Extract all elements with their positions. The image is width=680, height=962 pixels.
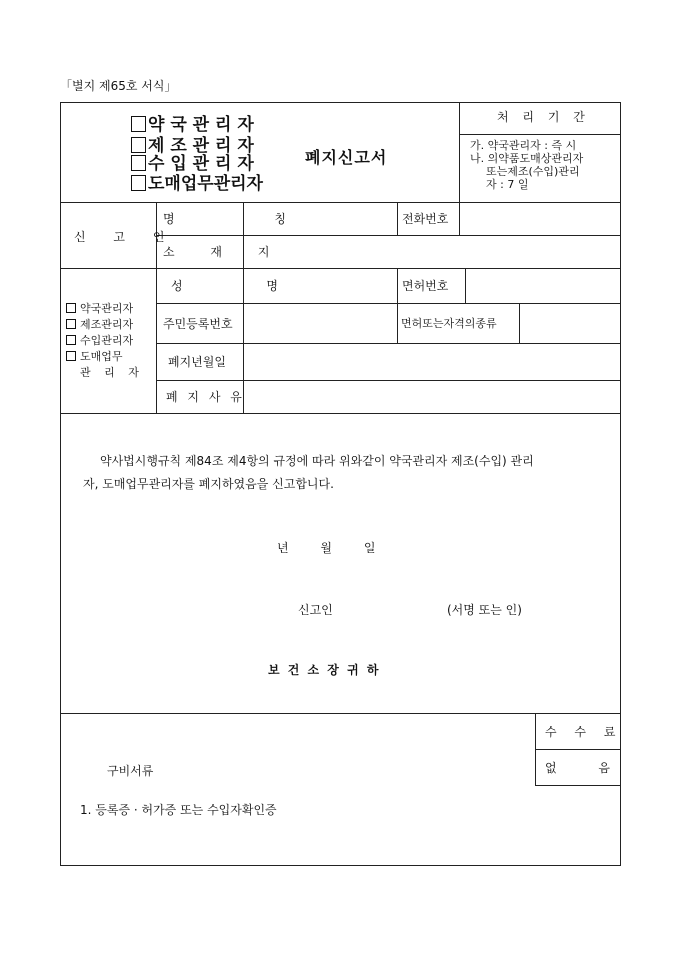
statement-line: 자, 도매업무관리자를 폐지하였음을 신고합니다. bbox=[83, 477, 334, 491]
role-option-import[interactable] bbox=[131, 154, 254, 175]
license-no-field[interactable] bbox=[469, 272, 617, 300]
location-field[interactable] bbox=[248, 239, 616, 265]
role-option-pharmacy[interactable] bbox=[131, 115, 254, 136]
processing-line: 가. 약국관리자 : 즉 시 bbox=[470, 139, 577, 152]
checkbox-icon[interactable] bbox=[131, 175, 146, 191]
form-id: 「별지 제65호 서식」 bbox=[60, 79, 177, 93]
checkbox-icon[interactable] bbox=[131, 116, 146, 132]
license-type-field[interactable] bbox=[523, 307, 617, 340]
license-no-label: 면허번호 bbox=[402, 279, 449, 293]
manager-type-option[interactable]: 수입관리자 bbox=[66, 334, 133, 348]
role-label: 도매업무관리자 bbox=[148, 174, 263, 194]
resident-no-label: 주민등록번호 bbox=[163, 317, 233, 331]
manager-type-option[interactable]: 도매업무 bbox=[66, 350, 123, 364]
fee-label: 수 수 료 bbox=[545, 725, 623, 739]
processing-line: 나. 의약품도매상관리자 bbox=[470, 152, 584, 165]
checkbox-icon[interactable] bbox=[66, 335, 76, 345]
checkbox-icon[interactable] bbox=[131, 155, 146, 171]
close-reason-label: 폐 지 사 유 bbox=[166, 390, 245, 404]
manager-type-option[interactable]: 약국관리자 bbox=[66, 302, 133, 316]
recipient: 보 건 소 장 귀 하 bbox=[268, 663, 381, 677]
checkbox-icon[interactable] bbox=[66, 303, 76, 313]
checkbox-icon[interactable] bbox=[66, 319, 76, 329]
phone-label: 전화번호 bbox=[402, 212, 449, 226]
close-date-field[interactable] bbox=[248, 347, 616, 377]
statement-line: 약사법시행규칙 제84조 제4항의 규정에 따라 위와같이 약국관리자 제조(수입) 관리 bbox=[100, 454, 534, 468]
signer-field[interactable] bbox=[340, 598, 440, 620]
license-type-label: 면허또는자격의종류 bbox=[401, 317, 497, 330]
org-name-field[interactable] bbox=[248, 206, 394, 232]
processing-period-label: 처 리 기 간 bbox=[497, 110, 590, 124]
processing-line: 자 : 7 일 bbox=[486, 178, 529, 191]
required-docs-label: 구비서류 bbox=[107, 764, 154, 778]
checkbox-icon[interactable] bbox=[131, 137, 146, 153]
date-line: 년 월 일 bbox=[277, 541, 376, 555]
manager-type-tail: 관 리 자 bbox=[80, 366, 144, 379]
processing-line: 또는제조(수입)관리 bbox=[486, 165, 580, 178]
role-label: 수 입 관 리 자 bbox=[148, 154, 254, 174]
fee-value: 없 음 bbox=[545, 761, 610, 775]
signer-label: 신고인 bbox=[298, 603, 333, 617]
person-name-field[interactable] bbox=[248, 272, 394, 300]
phone-field[interactable] bbox=[463, 206, 617, 232]
name-label: 명 칭 bbox=[163, 212, 334, 226]
role-label: 제 조 관 리 자 bbox=[148, 136, 254, 156]
close-date-label: 폐지년월일 bbox=[168, 355, 226, 369]
reporter-section-label: 신 고 인 bbox=[74, 230, 177, 244]
role-label: 약 국 관 리 자 bbox=[148, 115, 254, 135]
close-reason-field[interactable] bbox=[248, 384, 616, 410]
checkbox-icon[interactable] bbox=[66, 351, 76, 361]
document-title: 폐지신고서 bbox=[305, 148, 388, 167]
required-doc-item: 1. 등록증 · 허가증 또는 수입자확인증 bbox=[80, 803, 277, 817]
signature-label: (서명 또는 인) bbox=[447, 603, 522, 617]
person-name-label: 성 명 bbox=[171, 279, 318, 293]
role-option-wholesale[interactable] bbox=[131, 174, 263, 195]
resident-no-field[interactable] bbox=[248, 307, 394, 340]
location-label: 소 재 지 bbox=[163, 245, 286, 259]
manager-type-option[interactable]: 제조관리자 bbox=[66, 318, 133, 332]
